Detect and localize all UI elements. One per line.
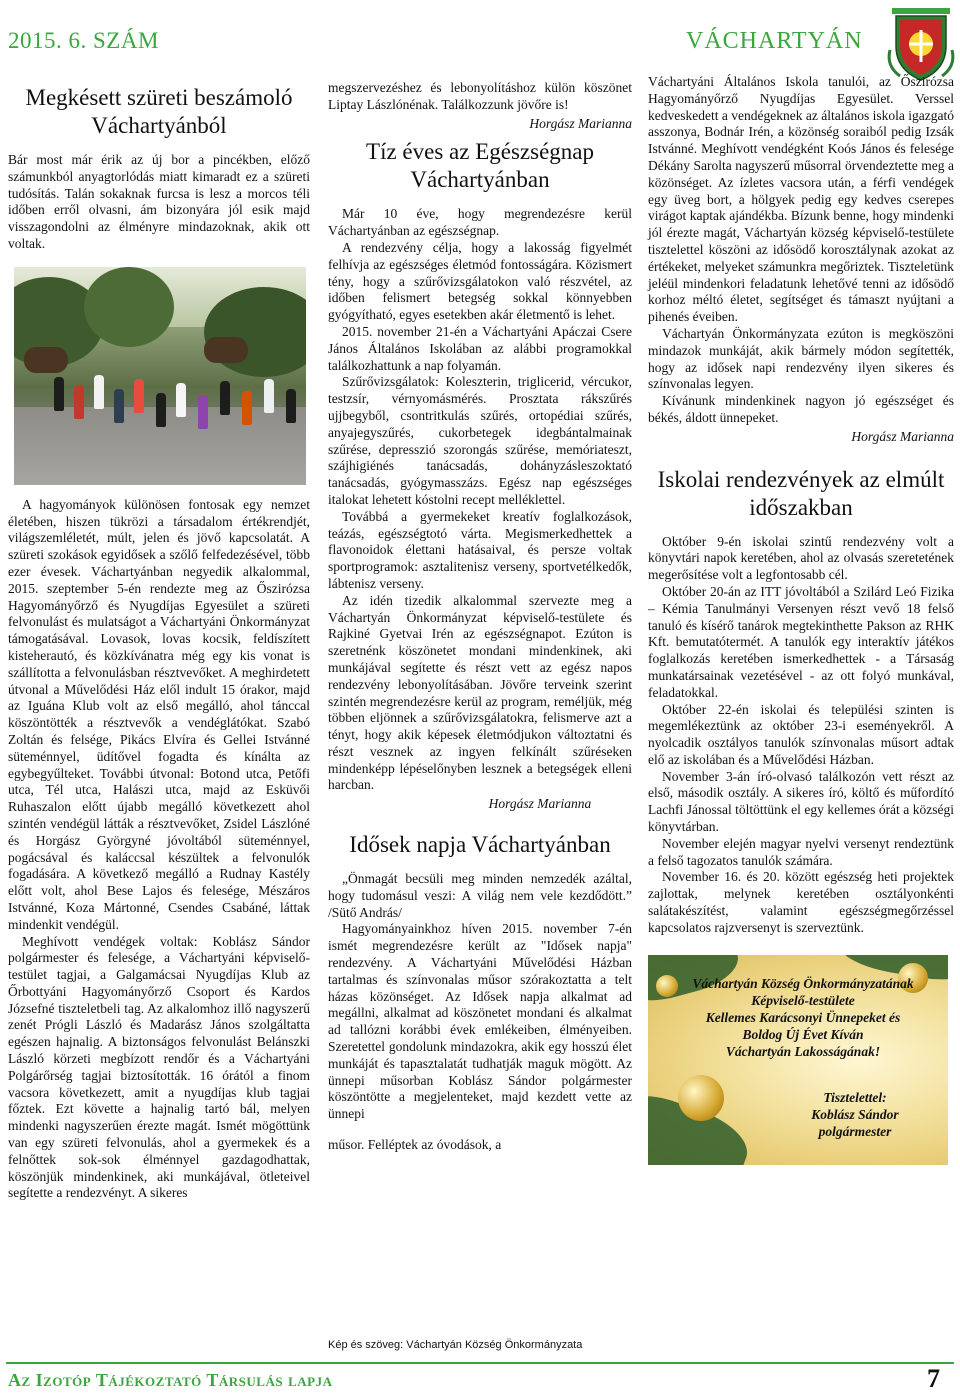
- author-signature: Horgász Marianna: [488, 796, 592, 812]
- masthead-title: VÁCHARTYÁN: [686, 28, 863, 54]
- harvest-parade-photo: [14, 267, 306, 485]
- school-p3: Október 22-én iskolai és települési szinten is megemlékeztünk az október 23-i eseményekről. A nyolcadik osztályos tanulók színvonalas műsort adtak elő az iskolában és a Művelődési Házban.: [648, 701, 954, 767]
- school-p2: Október 20-án az ITT jóvoltából a Szilárd Leó Fizika – Kémia Tanulmányi Versenyen részt vevő 18 felső tanuló és kísérő tanárok megtekinthette Pakson az RHK Kft. bemutatótermét. A tanulók egy interaktív játékos foglalkozás keretében ismerkedhettek - a Társaság munkatársainak vezetésével - az ott folyó munkával, feladatokkal.: [648, 583, 954, 700]
- healthday-p4: Szűrővizsgálatok: Koleszterin, triglicerid, vércukor, testzsír, vérnyomásmérés. Prosztata rákszűrés ujjbegyből, csontritkulás szűrés, ortopédiai szűrés, anyajegyszűrés, cukorbetegek idegbántalmainak szűrése, depresszió szorongás szűrése, memóriateszt, szájhigiénés tanácsadás, dohányzásleszoktató tanácsadás, gyógymasszázs. Egész nap egészséges italokat lehetett kóstolni recept melléklettel.: [328, 374, 632, 507]
- article-title-elders-day: Idősek napja Váchartyánban: [349, 832, 611, 858]
- elders-p1: Hagyományainkhoz híven 2015. november 7-én ismét megrendezésre került az "Idősek napja" rendezvény. A Váchartyáni Művelődési Házban tartalmas és színvonalas műsor szórakoztatta a telt házas közönséget. Az Idősek napja alkalmat ad megállni, alkalmat ad köszönetet mondani és alkalmat ad tallózni korábbi évek emlékeiben, élményeiben. Szeretettel gondolunk mindazokra, akik egy hosszú élet munkáját és tapasztalatát tudhatják maguk mögött. Az ünnepi műsorban Koblász Sándor polgármester köszöntötte a megjelenteket, majd kezdett vette az ünnepi: [328, 921, 632, 1122]
- page-footer: [0, 1362, 960, 1394]
- healthday-p6: Az idén tizedik alkalommal szervezte meg a Váchartyán Önkormányzat képviselő-testülete és Rajkiné Gyetvai Irén az egészségnapot. Ezúton is szeretnénk köszönetet mondani mindenkinek, aki munkájával segítette és részt vett az egész napos rendezvény lebonyolításában. Jövőre terveink szerint szintén megrendezésre kerül az program, reméljük, még többen eljönnek a szűrővizsgálatokra, felismerve azt a tényt, hogy akik képesek életmódjukon változtatni és részt vesznek az ingyen felkínált szűréseken mindenképp lépéselőnyben lesznek a betegségek elleni harcban.: [328, 592, 632, 793]
- footer-divider: [6, 1362, 954, 1364]
- elders-thanks: Váchartyán Önkormányzata ezúton is megköszöni mindazok munkáját, akik bármely módon segítették, hogy az idősek napi rendezvény ilyen sikeres és színvonalas legyen.: [648, 325, 954, 392]
- author-signature: Horgász Marianna: [851, 428, 954, 444]
- page-number: 7: [927, 1364, 940, 1393]
- school-p1: Október 9-én iskolai szintű rendezvény volt a könyvtári napok keretében, ahol az olvasás szeretetének megerősítése volt a legfontosabb cél.: [648, 533, 954, 583]
- school-p5: November elején magyar nyelvi versenyt rendeztünk a felső tagozatos tanulók számára.: [648, 835, 954, 868]
- publication-name: Az Izotóp Tájékoztató Társulás lapja: [8, 1370, 333, 1390]
- article-continuation: megszervezéshez és lebonyolításhoz külön köszönet Liptay Lászlónénak. Találkozzunk jövőre is!: [328, 80, 632, 112]
- elders-continuation: Váchartyáni Általános Iskola tanulói, az Őszirózsa Hagyományőrző Nyugdíjas Egyesület. Verssel kedveskedett a vendégeknek az általános iskola igazgató asszonya, Bodnár Irén, a közönség soraiból pedig Izsák Istvánné. Meghívott vendégként Koós János és felesége Dékány Sarolta nagyszerű műsorral örvendeztette meg a közönséget. Az ízletes vacsora után, a férfi vendégek egy üveg bort, a hölgyek pedig egy kedves cserepes virágot kaptak ajándékba. Bízunk benne, hogy mindenki jól érezte magát, Váchartyán község képviselő-testülete tisztelettel köszöni az idősödő korosztálynak azokat az értékeket, melyeket számunkra megőriztek. Tiszteletünk jeléül mindenkori feladatunk lehetővé tenni az idősödő korhoz méltó életet, segítséget és támaszt nyújtani a pihenés éveiben.: [648, 74, 954, 325]
- photo-caption: Kép és szöveg: Váchartyán Község Önkormányzata: [328, 1339, 583, 1351]
- greeting-text: Váchartyán Község Önkormányzatának Képviselő-testülete Kellemes Karácsonyi Ünnepeket és Boldog Új Évet Kíván Váchartyán Lakosságának!: [692, 975, 914, 1059]
- author-signature: Horgász Marianna: [529, 115, 632, 131]
- greeting-signature: Tisztelettel: Koblász Sándor polgármester: [811, 1089, 899, 1139]
- healthday-p5: Továbbá a gyermekeket kreatív foglalkozások, teázás, egészségtotó várta. Megismerkedhettek a flavonoidok élettani hatásaival, és persze voltak sportprogramok: asztalitenisz verseny, sportvetélkedők, lábtenisz verseny.: [328, 508, 632, 591]
- elders-wishes: Kívánunk mindenkinek nagyon jó egészséget és békés, áldott ünnepeket.: [648, 393, 954, 425]
- article-title-school-events: Iskolai rendezvények az elmúlt időszakban: [657, 466, 945, 520]
- column-right: [648, 74, 954, 1165]
- school-p6: November 16. és 20. között egészség heti projektek zajlottak, melynek keretében osztályonkénti salátakészítést, valamint egészségmegőrzéssel kapcsolatos rajzversenyt is szerveztünk.: [648, 869, 954, 935]
- school-p4: November 3-án író-olvasó találkozón vett részt az első, második osztály. A sikeres író, költő és műfordító Lachfi Jánossal töltöttünk el egy kellemes órát a községi könyvtárban.: [648, 768, 954, 835]
- column-left: [8, 78, 310, 1202]
- article-intro: Bár most már érik az új bor a pincékben, előző számunkból anyagtorlódás miatt kimaradt ez a szüreti tudósítás. Talán sokaknak furcsa is lesz a morcos téli időben erről olvasni, ám bizonyára jól esik majd visszagondolni az élményre mindazoknak, akik ott voltak.: [8, 152, 310, 251]
- issue-number: 2015. 6. SZÁM: [8, 28, 159, 53]
- article-title-healthday: Tíz éves az Egészségnap Váchartyánban: [366, 139, 594, 193]
- healthday-p1: Már 10 éve, hogy megrendezésre kerül Váchartyánban az egészségnap.: [328, 206, 632, 239]
- healthday-p3: 2015. november 21-én a Váchartyáni Apáczai Csere János Általános Iskolában az alábbi programokkal találkozhattunk a nap folyamán.: [328, 323, 632, 373]
- article-body-1: A hagyományok különösen fontosak egy nemzet életében, hiszen tükrözi a társadalom értékrendjét, világszemléletét, múlt, jelen és jövő kapcsolatát. A szüreti szokások egyidősek a szőlő felfedezésével, több ezer évesek. Váchartyánban negyedik alkalommal, 2015. szeptember 5-én rendezte meg az Őszirózsa Hagyományőrző és Nyugdíjas Egyesület a szüreti felvonulást és mulatságot a Váchartyáni Önkormányzat támogatásával. Lovasok, lovas kocsik, feldíszített kisteherautó, és közkívánatra még egy kis vonat is szállította a felvonulásban résztvevőket. A meghirdetett útvonal a Művelődési Ház elől indult 15 órakor, majd az Iguána Klub volt az első megálló, ahol tánccal köszöntötték a résztvevők a vendéglátókat. Szabó Zoltán és felsége, Pikács Elvíra és Gellei Istvánné süteménnyel, üdítővel fogadta és kínálta az egybegyűlteket. További útvonal: Botond utca, Petőfi utca, Tél utca, Halászi utca, majd az Esküvői Ruhaszalon előtt újabb megálló következett ahol szintén vendégül látták a résztvevőket, Zsidel Lászlóné és Horgász Györgyné jóvoltából süteménnyel, pogácsával és kaláccsal készültek a felvonulók fogadására. A következő megálló a Rudnay Kastély előtt volt, ahol Bese Lajos és felesége, Mészáros Istvánné, Koza Mártonné, Csendes Csabáné, láttak mindenkit vendégül.: [8, 496, 310, 932]
- elders-quote: „Önmagát becsüli meg minden nemzedék azáltal, hogy tudomásul veszi: A világ nem vele kezdődött.” /Sütő András/: [328, 871, 632, 920]
- page-header: [0, 0, 960, 70]
- healthday-p2: A rendezvény célja, hogy a lakosság figyelmét felhívja az egészséges életmód fontosságára. Közismert tény, hogy a szűrővizsgálatokon való részvétel, az időben felismert betegség sokkal könnyebben gyógyítható, egyes esetekben akár életmentő is lehet.: [328, 239, 632, 323]
- article-title-harvest: Megkésett szüreti beszámoló Váchartyánból: [25, 85, 293, 138]
- article-body-2: Meghívott vendégek voltak: Koblász Sándor polgármester és felesége, a Váchartyáni képviselő-testület tagjai, a Galgamácsai Nyugdíjas Klub az Őrbottyáni Hagyományőrző Csoport és Kardos Józsefné tiszteletbeli tag. Az alkalomhoz illő nagyszerű zenét Prógli László és Madarász János szolgáltatta egészen hajnalig. A biztonságos felvonulást Belánszki László körzeti megbízott rendőr és a Váchartyáni Polgárőrség tagjai biztosították. 16 órától a finom vacsora következett, amit a nyugdíjas klub tagjai főztek. Ezt követte a hajnalig tartó bál, melyen mindenki nagyszerűen érezte magát. Ismét mögöttünk van egy szüreti felvonulás, ahol a gyermekek és a felnőttek sok-sok élménnyel gazdagodhattak, köszönjük mindenkinek, aki munkájával, ötleteivel segítette a rendezvényt. A sikeres: [8, 933, 310, 1201]
- coat-of-arms-icon: [886, 6, 956, 84]
- ornament-icon: [678, 1075, 724, 1121]
- christmas-greeting-card: [648, 955, 948, 1165]
- column-middle: [328, 80, 632, 1154]
- elders-p2: műsor. Felléptek az óvodások, a: [328, 1137, 502, 1153]
